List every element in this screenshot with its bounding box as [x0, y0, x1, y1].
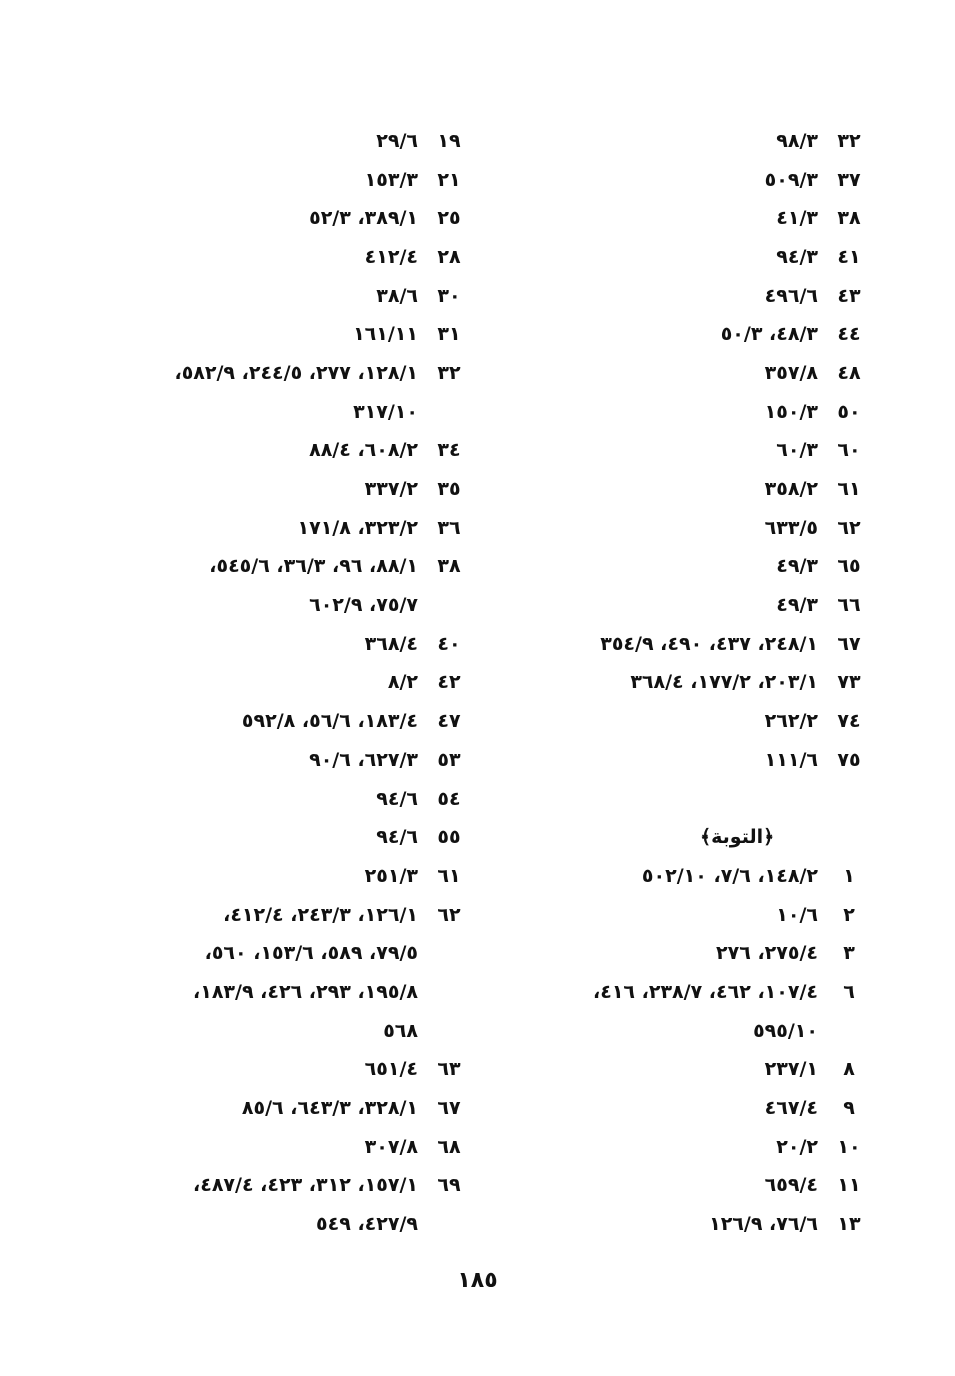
verse-number: ٤١	[837, 245, 861, 268]
index-entry	[110, 973, 470, 1012]
volume-page-references: ١٢٨/١، ٢٧٧، ٢٤٤/٥، ٥٨٢/٩،	[174, 361, 418, 384]
verse-number: ١١	[837, 1174, 861, 1197]
verse-number: ٣٢	[837, 129, 861, 152]
volume-page-references: ٣٢٨/١، ٦٤٣/٣، ٨٥/٦	[241, 1097, 418, 1120]
index-entry	[490, 393, 870, 432]
index-entry	[110, 586, 470, 625]
verse-number: ٦٧	[837, 632, 861, 655]
volume-page-references: ٣٦٨/٤	[364, 632, 418, 655]
index-entry	[110, 199, 470, 238]
index-entry	[490, 354, 870, 393]
index-entry	[490, 238, 870, 277]
index-entry	[110, 702, 470, 741]
volume-page-references: ١٤٨/٢، ٧/٦، ٥٠٢/١٠	[641, 864, 818, 887]
index-entry	[110, 780, 470, 819]
volume-page-references: ٤٩/٣	[776, 594, 818, 617]
volume-page-references: ٢٠٣/١، ١٧٧/٢، ٣٦٨/٤	[630, 671, 818, 694]
volume-page-references: ١٨٣/٤، ٥٦/٦، ٥٩٢/٨	[241, 710, 418, 733]
verse-number: ٩	[843, 1097, 855, 1120]
index-entry	[110, 625, 470, 664]
volume-page-references: ١٥٣/٣	[364, 168, 418, 191]
index-entry	[110, 1205, 470, 1244]
volume-page-references: ٣٠٧/٨	[364, 1135, 418, 1158]
verse-number: ٤٢	[437, 671, 461, 694]
index-entry	[490, 1205, 870, 1244]
volume-page-references: ٥٠٩/٣	[764, 168, 818, 191]
index-entry	[110, 741, 470, 780]
index-entry	[490, 199, 870, 238]
index-entry	[490, 702, 870, 741]
index-entry	[110, 934, 470, 973]
verse-number: ١٠	[837, 1135, 861, 1158]
verse-number: ٦	[843, 980, 855, 1003]
volume-page-references: ٢٠/٢	[776, 1135, 818, 1158]
volume-page-references: ٣٥٨/٢	[764, 478, 818, 501]
verse-number: ٣٨	[837, 207, 861, 230]
verse-number: ٦٦	[837, 594, 861, 617]
index-entry	[110, 664, 470, 703]
volume-page-references: ٨/٢	[387, 671, 418, 694]
index-entry	[490, 161, 870, 200]
volume-page-references: ٢٥١/٣	[364, 864, 418, 887]
verse-number: ٣٦	[437, 516, 461, 539]
volume-page-references: ٢٦٢/٢	[764, 710, 818, 733]
verse-number: ٦٢	[837, 516, 861, 539]
index-entry	[110, 548, 470, 587]
verse-number: ٧٤	[837, 710, 861, 733]
index-entry	[490, 973, 870, 1012]
index-entry	[490, 1012, 870, 1051]
verse-number: ٢١	[437, 168, 461, 191]
volume-page-references: ٩٤/٣	[776, 245, 818, 268]
verse-number: ٥٤	[437, 787, 461, 810]
volume-page-references: ٣٢٣/٢، ١٧١/٨	[297, 516, 418, 539]
index-entry	[110, 1128, 470, 1167]
volume-page-references: ٦٣٣/٥	[764, 516, 818, 539]
left-column	[110, 122, 470, 1244]
volume-page-references: ٣٨/٦	[376, 284, 418, 307]
volume-page-references: ٥٦٨	[383, 1019, 418, 1042]
index-entry	[110, 238, 470, 277]
index-entry	[110, 315, 470, 354]
volume-page-references: ٥٩٥/١٠	[753, 1019, 818, 1042]
index-entry	[490, 934, 870, 973]
index-entry	[490, 896, 870, 935]
index-entry	[490, 315, 870, 354]
volume-page-references: ١٦١/١١	[353, 323, 418, 346]
volume-page-references: ١٥٠/٣	[764, 400, 818, 423]
index-entry	[490, 1167, 870, 1206]
volume-page-references: ٤١٢/٤	[364, 245, 418, 268]
volume-page-references: ٣٣٧/٢	[364, 478, 418, 501]
index-entry	[110, 1167, 470, 1206]
verse-number: ٤٣	[837, 284, 861, 307]
verse-number: ٦٣	[437, 1058, 461, 1081]
verse-number: ٣٨	[437, 555, 461, 578]
index-entry	[490, 586, 870, 625]
index-entry	[490, 664, 870, 703]
volume-page-references: ٦٥١/٤	[364, 1058, 418, 1081]
volume-page-references: ٢٤٨/١، ٤٣٧، ٤٩٠، ٣٥٤/٩	[600, 632, 818, 655]
index-entry	[490, 432, 870, 471]
verse-number: ٦١	[837, 478, 861, 501]
verse-number: ٢	[843, 903, 855, 926]
index-entry	[490, 625, 870, 664]
index-entry	[110, 1051, 470, 1090]
index-entry	[110, 818, 470, 857]
index-entry	[490, 741, 870, 780]
volume-page-references: ١٠/٦	[776, 903, 818, 926]
verse-number: ٤٤	[837, 323, 861, 346]
verse-number: ٢٥	[437, 207, 461, 230]
index-entry	[110, 432, 470, 471]
page-number: ١٨٥	[457, 1268, 498, 1293]
volume-page-references: ٤٢٧/٩، ٥٤٩	[316, 1213, 418, 1236]
verse-number: ٣١	[437, 323, 461, 346]
index-entry	[110, 354, 470, 393]
verse-number: ٤٧	[437, 710, 461, 733]
verse-number: ٣٢	[437, 361, 461, 384]
verse-number: ٣	[843, 942, 855, 965]
verse-number: ٦٨	[437, 1135, 461, 1158]
verse-number: ١٩	[437, 129, 461, 152]
verse-number: ٧٣	[837, 671, 861, 694]
surah-heading-row	[490, 818, 870, 857]
verse-number: ٤٠	[437, 632, 461, 655]
volume-page-references: ٩٤/٦	[376, 787, 418, 810]
verse-number: ١	[843, 864, 855, 887]
index-entry	[490, 1051, 870, 1090]
index-entry	[110, 1012, 470, 1051]
index-entry	[490, 548, 870, 587]
index-entry	[490, 277, 870, 316]
index-entry	[110, 470, 470, 509]
index-entry	[110, 122, 470, 161]
verse-number: ٦١	[437, 864, 461, 887]
index-entry	[490, 122, 870, 161]
volume-page-references: ٢٧٥/٤، ٢٧٦	[716, 942, 818, 965]
volume-page-references: ١٠٧/٤، ٤٦٢، ٢٣٨/٧، ٤١٦،	[593, 980, 818, 1003]
index-entry	[110, 1089, 470, 1128]
verse-number: ١٣	[837, 1213, 861, 1236]
volume-page-references: ٧٥/٧، ٦٠٢/٩	[309, 594, 418, 617]
verse-number: ٣٤	[437, 439, 461, 462]
index-entry	[110, 393, 470, 432]
index-entry	[490, 857, 870, 896]
volume-page-references: ٤١/٣	[776, 207, 818, 230]
volume-page-references: ٤٨/٣، ٥٠/٣	[720, 323, 818, 346]
verse-number: ٣٥	[437, 478, 461, 501]
volume-page-references: ٦٢٧/٣، ٩٠/٦	[309, 748, 418, 771]
verse-number: ٥٠	[837, 400, 861, 423]
volume-page-references: ١١١/٦	[764, 748, 818, 771]
volume-page-references: ٩٤/٦	[376, 826, 418, 849]
verse-number: ٢٨	[437, 245, 461, 268]
volume-page-references: ٢٣٧/١	[764, 1058, 818, 1081]
index-entry	[490, 1128, 870, 1167]
verse-number: ٦٥	[837, 555, 861, 578]
volume-page-references: ٦٥٩/٤	[764, 1174, 818, 1197]
volume-page-references: ٩٨/٣	[776, 129, 818, 152]
verse-number: ٨	[843, 1058, 855, 1081]
volume-page-references: ٦٠٨/٢، ٨٨/٤	[309, 439, 418, 462]
index-entry	[110, 896, 470, 935]
volume-page-references: ١٢٦/١، ٢٤٣/٣، ٤١٢/٤،	[223, 903, 418, 926]
surah-heading: ﴿التوبة﴾	[700, 826, 775, 849]
volume-page-references: ٦٠/٣	[776, 439, 818, 462]
index-entry	[110, 509, 470, 548]
volume-page-references: ٣٨٩/١، ٥٢/٣	[309, 207, 418, 230]
index-entry	[490, 509, 870, 548]
verse-number: ٥٥	[437, 826, 461, 849]
volume-page-references: ٤٦٧/٤	[764, 1097, 818, 1120]
volume-page-references: ٤٩/٣	[776, 555, 818, 578]
verse-number: ٥٣	[437, 748, 461, 771]
verse-number: ٣٠	[437, 284, 461, 307]
section-gap	[490, 780, 870, 819]
index-entry	[110, 277, 470, 316]
verse-number: ٦٩	[437, 1174, 461, 1197]
volume-page-references: ٤٩٦/٦	[764, 284, 818, 307]
verse-number: ٦٢	[437, 903, 461, 926]
volume-page-references: ٣٥٧/٨	[764, 361, 818, 384]
volume-page-references: ٨٨/١، ٩٦، ٣٦/٣، ٥٤٥/٦،	[209, 555, 418, 578]
index-entry	[490, 470, 870, 509]
index-entry	[110, 161, 470, 200]
volume-page-references: ١٩٥/٨، ٢٩٣، ٤٢٦، ١٨٣/٩،	[193, 980, 418, 1003]
volume-page-references: ١٥٧/١، ٣١٢، ٤٢٣، ٤٨٧/٤،	[193, 1174, 418, 1197]
volume-page-references: ٢٩/٦	[376, 129, 418, 152]
volume-page-references: ٧٦/٦، ١٢٦/٩	[709, 1213, 818, 1236]
index-entry	[490, 1089, 870, 1128]
verse-number: ٦٧	[437, 1097, 461, 1120]
verse-number: ٦٠	[837, 439, 861, 462]
volume-page-references: ٣١٧/١٠	[353, 400, 418, 423]
index-entry	[110, 857, 470, 896]
verse-number: ٧٥	[837, 748, 861, 771]
verse-number: ٤٨	[837, 361, 861, 384]
right-column	[490, 122, 870, 1244]
verse-number: ٣٧	[837, 168, 861, 191]
volume-page-references: ٧٩/٥، ٥٨٩، ١٥٣/٦، ٥٦٠،	[204, 942, 418, 965]
